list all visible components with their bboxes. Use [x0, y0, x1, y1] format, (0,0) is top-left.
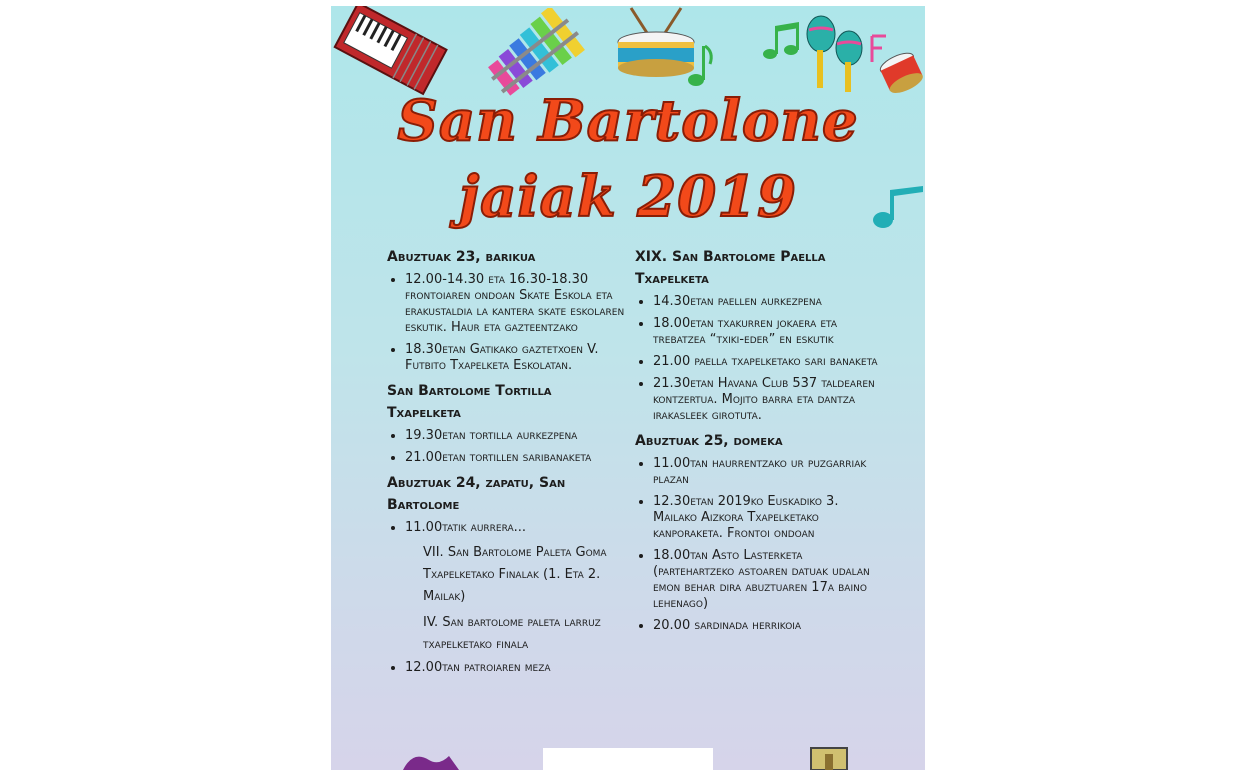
event-list — [387, 428, 627, 466]
section-heading: San Bartolome Tortilla Txapelketa — [387, 383, 552, 421]
sponsor-logo — [543, 748, 713, 770]
event-list — [387, 660, 627, 676]
list-item: • 14.30etan paellen aurkezpena — [653, 294, 883, 310]
list-item: • 12.00-14.30 eta 16.30-18.30 frontoiaren ondoan Skate Eskola eta erakustaldia la kantera skate eskolaren eskutik. Haur eta gazteentzako — [405, 272, 627, 336]
sub-item: IV. San bartolome paleta larruz txapelketako finala — [423, 615, 601, 652]
music-note-icon — [686, 40, 716, 90]
accordion-icon — [331, 6, 451, 98]
sponsor-logo — [399, 746, 469, 770]
small-drum-icon — [866, 32, 924, 96]
poster-title-line2: jaiak 2019 — [458, 164, 798, 230]
xylophone-icon — [471, 8, 591, 100]
maracas-icon — [799, 10, 869, 94]
list-item: • 21.30etan Havana Club 537 taldearen kontzertua. Mojito barra eta dantza irakasleek girotuta. — [653, 376, 883, 424]
list-item: • 18.30etan Gatikako gaztetxoen V. Futbito Txapelketa Eskolatan. — [405, 342, 627, 374]
list-item: • 12.00tan patroiaren meza — [405, 660, 627, 676]
list-item: • 18.00tan Asto Lasterketa (partehartzeko astoaren datuak udalan emon behar dira abuztuaren 17a baino lehenago) — [653, 548, 883, 612]
left-column — [387, 240, 627, 682]
event-poster — [331, 6, 925, 770]
event-list — [387, 272, 627, 374]
event-list — [387, 520, 627, 536]
list-item: • 11.00tatik aurrera... — [405, 520, 627, 536]
town-crest-logo — [809, 746, 849, 770]
poster-title-line1: San Bartolone — [397, 88, 859, 154]
event-list — [635, 294, 883, 424]
list-item: • 12.30etan 2019ko Euskadiko 3. Mailako Aizkora Txapelketako kanporaketa. Frontoi ondoan — [653, 494, 883, 542]
list-item: • 21.00 paella txapelketako sari banaketa — [653, 354, 883, 370]
list-item: • 21.00etan tortillen saribanaketa — [405, 450, 627, 466]
event-list — [635, 456, 883, 634]
section-heading: XIX. San Bartolome Paella Txapelketa — [635, 249, 826, 287]
list-item: • 20.00 sardinada herrikoia — [653, 618, 883, 634]
list-item: • 19.30etan tortilla aurkezpena — [405, 428, 627, 444]
music-note-icon — [761, 20, 801, 66]
section-heading: Abuztuak 25, domeka — [635, 433, 783, 449]
list-item: • 11.00tan haurrentzako ur puzgarriak plazan — [653, 456, 883, 488]
sub-item: VII. San Bartolome Paleta Goma Txapelketako Finalak (1. Eta 2. Mailak) — [423, 545, 607, 604]
section-heading: Abuztuak 23, barikua — [387, 249, 536, 265]
right-column — [635, 240, 883, 640]
list-item: • 18.00etan txakurren jokaera eta trebatzea “txiki-eder” en eskutik — [653, 316, 883, 348]
section-heading: Abuztuak 24, zapatu, San Bartolome — [387, 475, 566, 513]
